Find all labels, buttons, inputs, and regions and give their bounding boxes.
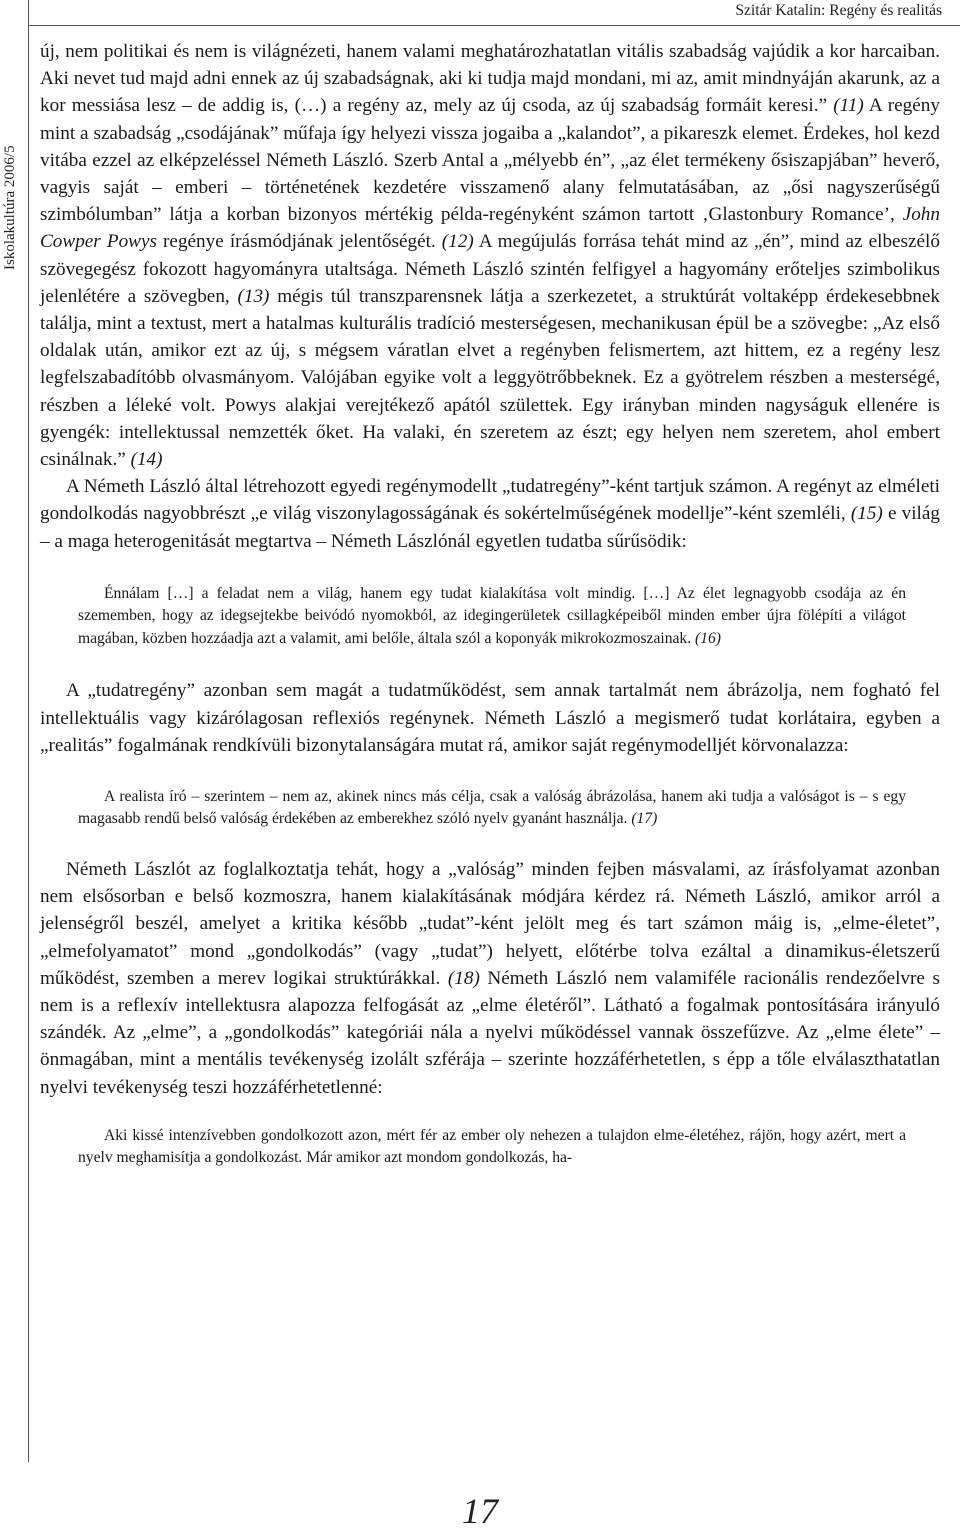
paragraph-2: A Németh László által létrehozott egyedi regénymodellt „tudatregény”-ként tartjuk számon. A regényt az elméleti gondolkodás nagyobbrészt „e világ viszonylagosságának és sokértelműségének modellje”-ként szemléli, (15) e világ – a maga heterogenitását megtartva – Németh Lászlónál egyetlen tudatba sűrűsödik: <box>40 476 940 552</box>
footnote-ref-12: (12) <box>441 231 474 253</box>
paragraph-4: Németh Lászlót az foglalkoztatja tehát, hogy a „valóság” minden fejben másvalami, az írásfolyamat azonban nem elsősorban e belső kozmoszra, hanem kialakításának módjára kérdez rá. Németh László, amikor arról a jelenségről beszél, amelyet a kritika később „tudat”-ként jelölt meg és tart számon máig is, „elme-életet”, „elmefolyamatot” mond „gondolkodás” (vagy „tudat”) helyett, előtérbe tolva ezáltal a dinamikus-életszerű működést, szemben a merev logikai struktúrákkal. (18) Németh László nem valamiféle racionális rendezőelvre s nem is a reflexív intellektusra alapozza felfogását az „elme életéről”. Látható a fogalmak pontosítására irányuló szándék. Az „elme”, a „gondolkodás” kategóriái nála a nyelvi működéssel vannak összefűzve. Az „elme élete” – önmagában, mint a mentális tevékenység izolált szférája – szerinte hozzáférhetetlen, s épp a tőle elválaszthatatlan nyelvi tevékenység teszi hozzáférhetetlenné: <box>40 858 940 1098</box>
paragraph-1: új, nem politikai és nem is világnézeti, hanem valami meghatározhatatlan vitális szabadság vajúdik a kor harcaiban. Aki nevet tud majd adni ennek az új szabadságnak, aki ki tudja majd mondani, mi az, amit mindnyáján akarunk, az a kor messiása lesz – de addig is, (…) a regény az, mely az új csoda, az új szabadság formáit keresi.” (11) A regény mint a szabadság „csodájának” műfaja így helyezi vissza jogaiba a „kalandot”, a pikareszk elemet. Érdekes, hol kezd vitába ezzel az elképzeléssel Németh László. Szerb Antal a „mélyebb én”, „az élet termékeny ősiszapjában” heverő, vagyis saját – emberi – történetének kezdetére visszamenő alany felmutatásában, az „ősi nagyszerűségű szimbólumban” látja a korban bizonyos mértékig példa-regényként számon tartott ‚Glastonbury Romance’, John Cowper Powys regénye írásmódjának jelentőségét. (12) A megújulás forrása tehát mind az „én”, mind az elbeszélő szövegegész fokozott hagyományra utaltsága. Németh László szintén felfigyel a hagyomány erőteljes szimbolikus jelenlétére a szövegben, (13) mégis túl transzparensnek látja a szerkezetet, a struktúrát voltaképp érdekesebbnek találja, mint a textust, mert a hatalmas kulturális tradíció mesterségesen, mechanikusan épül be a szövegbe: „Az első oldalak után, amikor ezt az új, s mégsem váratlan elvet a regényben felismertem, azt hittem, ez a regény lesz legfelszabadítóbb olvasmányom. Valójában egyike volt a leggyötrőbbeknek. Ez a gyötrelem részben a mesterségé, részben a léleké volt. Powys alakjai verejtékező apától születtek. Egy irányban minden nagyságuk ellenére is gyengék: intellektussal nemzették őket. Ha valaki, én szeretem az észt; egy helyen nem szeretem, ahol embert csinálnak.” (14) <box>40 41 941 471</box>
header-rule <box>28 25 960 26</box>
footnote-ref-17: (17) <box>631 810 658 828</box>
author-name: John Cowper Powys <box>40 204 940 253</box>
journal-issue-label: Iskolakultúra 2006/5 <box>2 145 18 270</box>
footnote-ref-13: (13) <box>237 285 270 307</box>
footnote-ref-11: (11) <box>833 95 864 117</box>
footnote-ref-14: (14) <box>130 449 163 471</box>
block-quote-2: A realista író – szerintem – nem az, akinek nincs más célja, csak a valóság ábrázolása, hanem aki tudja a valóságot is – s egy magasabb rendű belső valóság érdekében az emberekhez szóló nyelv gyanánt használja. (17) <box>78 787 906 828</box>
footnote-ref-18: (18) <box>447 967 480 989</box>
block-quote-3: Aki kissé intenzívebben gondolkozott azon, mért fér az ember oly nehezen a tulajdon elme-életéhez, rájön, hogy azért, mert a nyelv meghamisítja a gondolkozást. Már amikor azt mondom gondolkozás, ha- <box>78 1126 906 1167</box>
running-header: Szitár Katalin: Regény és realitás <box>735 2 942 19</box>
footnote-ref-16: (16) <box>695 629 721 647</box>
article-body <box>40 38 940 1170</box>
paragraph-3: A „tudatregény” azonban sem magát a tudatműködést, sem annak tartalmát nem ábrázolja, nem fogható fel intellektuális vagy kizárólagosan reflexiós regénynek. Németh László a megismerő tudat korlátaira, egyben a „realitás” fogalmának rendkívüli bizonytalanságára mutat rá, amikor saját regénymodelljét körvonalazza: <box>40 680 940 756</box>
page-number: 17 <box>462 1491 498 1531</box>
footnote-ref-15: (15) <box>850 503 883 525</box>
margin-rule <box>28 0 29 1462</box>
block-quote-1: Énnálam […] a feladat nem a világ, hanem egy tudat kialakítása volt mindig. […] Az élet legnagyobb csodája az én szememben, hogy az idegsejtekbe beivódó nyomokból, az idegingerületek csillagképeiből minden ember újra fölépíti a világot magában, közben hozzáadja azt a valamit, ami belőle, általa szól a koponyák mikrokozmoszainak. (16) <box>78 584 906 647</box>
